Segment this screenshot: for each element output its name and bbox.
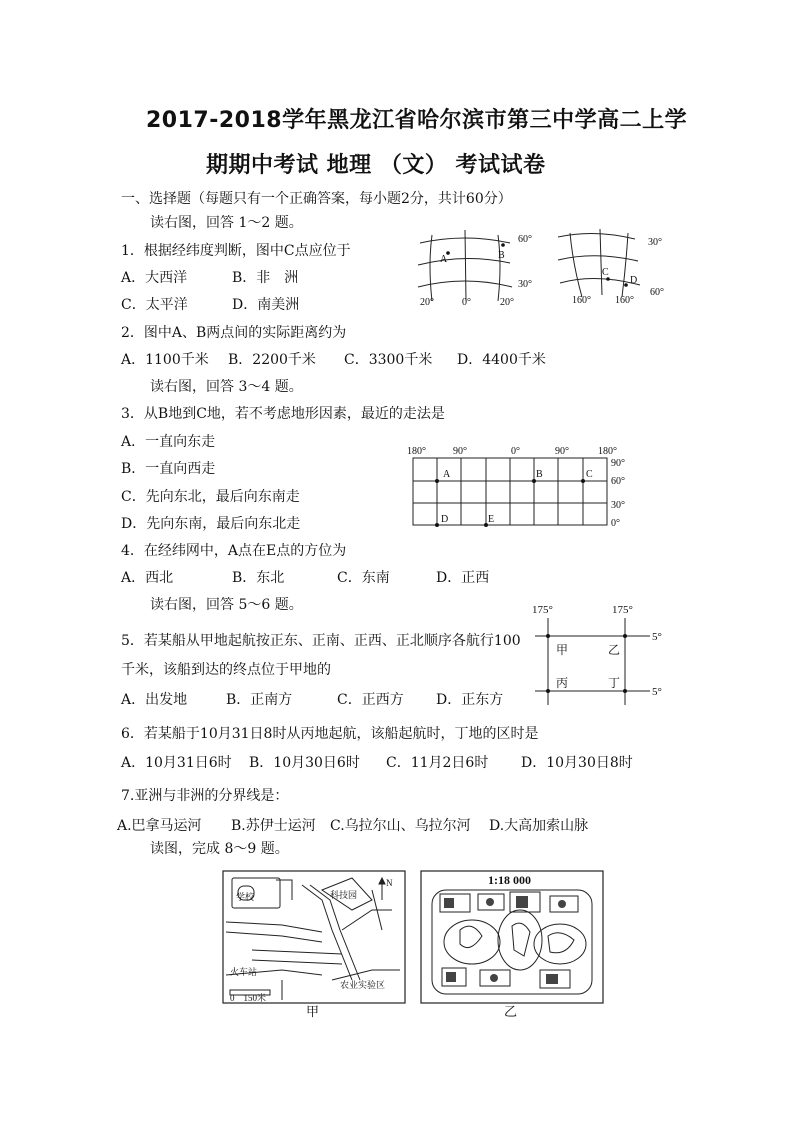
- fig2-right-label-60: 60°: [611, 476, 625, 487]
- fig1-left-meridian-20w: [430, 235, 432, 301]
- figure-2-grid: [405, 443, 640, 533]
- fig2-label-e: E: [488, 514, 495, 525]
- question-4-stem: 4．在经纬网中，A点在E点的方位为: [121, 543, 347, 559]
- fig4a-label-school: 学校: [236, 892, 255, 902]
- q7-option-b[interactable]: B.苏伊士运河: [231, 818, 316, 834]
- fig1-label-a: A: [440, 254, 448, 265]
- fig2-point-c: [581, 479, 585, 483]
- fig3-label-jia: 甲: [556, 643, 569, 657]
- fig1-left-parallel-30: [418, 281, 512, 287]
- question-2-stem: 2．图中A、B两点间的实际距离约为: [121, 325, 347, 341]
- q2-option-c[interactable]: C．3300千米: [344, 352, 433, 368]
- fig2-top-label-180w: 180°: [407, 446, 426, 457]
- fig2-point-a: [435, 479, 439, 483]
- question-5-stem-line2: 千米，该船到达的终点位于甲地的: [121, 662, 331, 678]
- figure-3-square: [520, 600, 680, 710]
- q5-option-b[interactable]: B．正南方: [226, 692, 293, 708]
- q2-option-d[interactable]: D．4400千米: [457, 352, 546, 368]
- fig2-label-a: A: [443, 469, 451, 480]
- q5-option-d[interactable]: D．正东方: [436, 692, 504, 708]
- fig1-label-lat60: 60°: [518, 234, 532, 245]
- fig3-label-ding: 丁: [608, 676, 621, 690]
- q3-option-a[interactable]: A．一直向东走: [121, 434, 216, 450]
- question-7-stem: 7.亚洲与非洲的分界线是：: [121, 788, 289, 804]
- fig4a-label-station: 火车站: [230, 967, 258, 977]
- fig1-label-d: D: [630, 275, 638, 286]
- q6-option-b[interactable]: B．10月30日6时: [249, 755, 360, 771]
- question-1-stem: 1．根据经纬度判断，图中C点应位于: [121, 243, 351, 259]
- q1-option-a[interactable]: A．大西洋: [121, 270, 188, 286]
- q1-option-c[interactable]: C．太平洋: [121, 297, 188, 313]
- page-title-line1: 2017-2018学年黑龙江省哈尔滨市第三中学高二上学: [146, 108, 688, 133]
- q5-option-c[interactable]: C．正西方: [337, 692, 404, 708]
- fig2-top-label-90e: 90°: [555, 446, 569, 457]
- fig3-label-lat-top: 5°: [652, 631, 662, 643]
- fig2-label-c: C: [586, 469, 593, 480]
- fig1-label-0: 0°: [462, 297, 471, 308]
- figure-1-graticule: [410, 225, 680, 310]
- q6-option-d[interactable]: D．10月30日8时: [521, 755, 633, 771]
- fig1-right-meridian-160b: [622, 233, 628, 297]
- fig4b-caption: 乙: [504, 1004, 518, 1019]
- fig1-label-lat30-right: 30°: [648, 237, 662, 248]
- fig1-right-parallel-30: [558, 233, 635, 239]
- fig4b-label-scale: 1:18 000: [488, 873, 531, 887]
- q6-option-a[interactable]: A．10月31日6时: [121, 755, 232, 771]
- fig2-top-label-0: 0°: [511, 446, 520, 457]
- fig2-right-label-0: 0°: [611, 518, 620, 529]
- fig2-right-label-90: 90°: [611, 458, 625, 469]
- fig1-label-b: B: [498, 250, 505, 261]
- fig2-label-b: B: [536, 469, 543, 480]
- fig1-label-160b: 160°: [615, 295, 634, 306]
- instruction-4: 读图，完成 8～9 题。: [150, 841, 289, 857]
- fig1-left-meridian-20e: [498, 235, 500, 301]
- q4-option-b[interactable]: B．东北: [232, 570, 285, 586]
- fig4a-label-north: N: [386, 878, 393, 888]
- fig1-right-meridian-mid: [600, 229, 602, 295]
- q3-option-d[interactable]: D．先向东南，最后向东北走: [121, 516, 301, 532]
- fig3-label-bing: 丙: [556, 676, 569, 690]
- fig4a-label-scale: 0 150米: [230, 993, 267, 1003]
- q7-option-c[interactable]: C.乌拉尔山、乌拉尔河: [330, 818, 471, 834]
- fig1-point-b: [501, 243, 505, 247]
- fig3-label-lon-left: 175°: [532, 604, 553, 616]
- fig1-label-20e: 20°: [500, 297, 514, 308]
- instruction-1: 读右图，回答 1～2 题。: [150, 215, 303, 231]
- fig2-top-label-180e: 180°: [598, 446, 617, 457]
- fig3-label-lat-bottom: 5°: [652, 686, 662, 698]
- figure-4-map-jia: [222, 870, 408, 1020]
- fig4a-label-park: 科技园: [330, 890, 358, 900]
- fig4a-caption: 甲: [306, 1004, 320, 1019]
- page-title-line2: 期期中考试 地理 （文） 考试试卷: [206, 153, 546, 178]
- q7-option-a[interactable]: A.巴拿马运河: [117, 818, 202, 834]
- instruction-2: 读右图，回答 3～4 题。: [150, 379, 303, 395]
- q2-option-a[interactable]: A．1100千米: [121, 352, 209, 368]
- q4-option-d[interactable]: D．正西: [436, 570, 490, 586]
- fig1-label-20w: 20°: [420, 297, 434, 308]
- fig2-point-d: [435, 523, 439, 527]
- q1-option-b[interactable]: B．非 洲: [232, 270, 299, 286]
- fig1-right-parallel-60: [560, 278, 640, 285]
- q7-option-d[interactable]: D.大高加索山脉: [489, 818, 589, 834]
- fig1-label-lat30: 30°: [518, 279, 532, 290]
- figure-4-map-yi: [420, 870, 606, 1020]
- fig1-left-parallel-mid: [418, 258, 510, 265]
- q1-option-d[interactable]: D．南美洲: [232, 297, 300, 313]
- fig1-left-meridian-0: [465, 230, 466, 301]
- question-3-stem: 3．从B地到C地，若不考虑地形因素，最近的走法是: [121, 406, 445, 422]
- fig3-label-lon-right: 175°: [612, 604, 633, 616]
- q2-option-b[interactable]: B．2200千米: [228, 352, 316, 368]
- q5-option-a[interactable]: A．出发地: [121, 692, 188, 708]
- section-heading: 一、选择题（每题只有一个正确答案，每小题2分，共计60分）: [121, 191, 512, 207]
- question-5-stem-line1: 5．若某船从甲地起航按正东、正南、正西、正北顺序各航行100: [121, 633, 521, 649]
- fig1-label-c: C: [602, 267, 609, 278]
- q4-option-a[interactable]: A．西北: [121, 570, 174, 586]
- question-6-stem: 6．若某船于10月31日8时从丙地起航，该船起航时，丁地的区时是: [121, 726, 539, 742]
- fig2-top-label-90w: 90°: [453, 446, 467, 457]
- fig4a-label-farm: 农业实验区: [340, 980, 386, 990]
- instruction-3: 读右图，回答 5～6 题。: [150, 597, 303, 613]
- q3-option-c[interactable]: C．先向东北，最后向东南走: [121, 489, 300, 505]
- fig1-label-160a: 160°: [572, 295, 591, 306]
- q3-option-b[interactable]: B．一直向西走: [121, 461, 216, 477]
- fig1-label-lat60-right: 60°: [650, 287, 664, 298]
- fig1-point-d: [624, 283, 628, 287]
- fig2-label-d: D: [441, 514, 449, 525]
- fig2-right-label-30: 30°: [611, 500, 625, 511]
- fig1-right-meridian-160a: [570, 233, 582, 297]
- fig3-label-yi: 乙: [608, 643, 621, 657]
- q4-option-c[interactable]: C．东南: [337, 570, 390, 586]
- q6-option-c[interactable]: C．11月2日6时: [386, 755, 489, 771]
